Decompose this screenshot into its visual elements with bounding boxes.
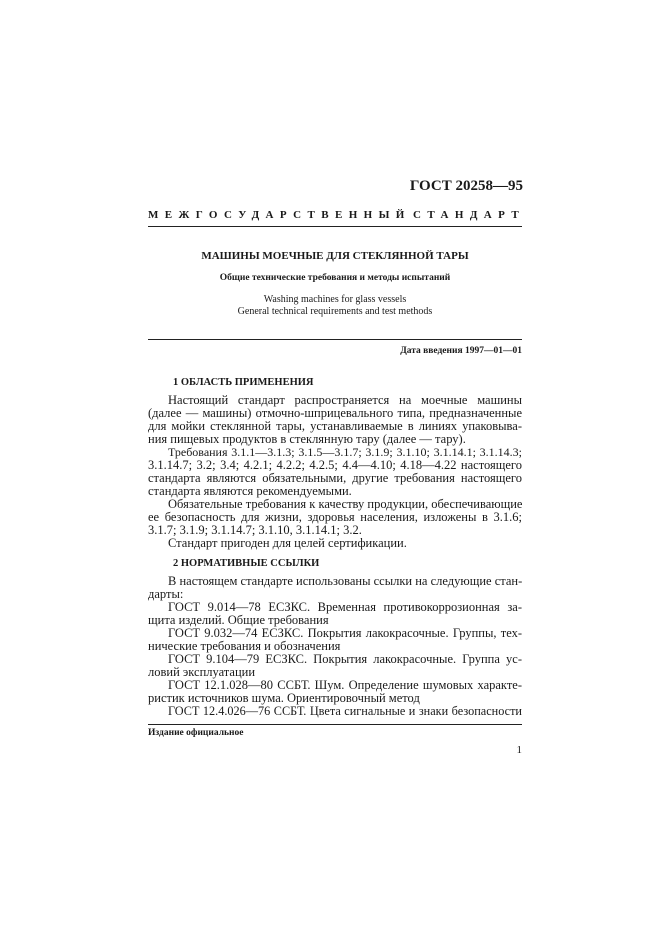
paragraph-line: нические требования и обозначения (148, 639, 341, 653)
paragraph-line: ГОСТ 9.104—79 ЕСЗКС. Покрытия лакокрасочные. Группа ус- (168, 652, 522, 666)
paragraph-line: 3.1.7; 3.1.9; 3.1.14.7; 3.1.10, 3.1.14.1; 3.2. (148, 523, 362, 537)
standard-number: ГОСТ 20258—95 (409, 178, 523, 194)
paragraph-line: ГОСТ 9.032—74 ЕСЗКС. Покрытия лакокрасочные. Группы, тех- (168, 626, 522, 640)
page-number: 1 (516, 744, 522, 756)
paragraph-line: ГОСТ 12.4.026—76 ССБТ. Цвета сигнальные и знаки безопасности (168, 704, 522, 718)
paragraph-line: дарты: (148, 587, 184, 601)
section-heading: 2 НОРМАТИВНЫЕ ССЫЛКИ (173, 558, 320, 569)
header-rule (148, 226, 522, 227)
paragraph-line: (далее — машины) отмочно-шприцевального типа, предназначенные (148, 406, 522, 420)
title-rule (148, 339, 522, 340)
paragraph-line: для мойки стеклянной тары, устанавливаемые в линиях упаковыва- (148, 419, 522, 433)
footer-rule (148, 724, 522, 725)
interstate-standard-banner (148, 209, 526, 221)
document-subtitle: Общие технические требования и методы испытаний (219, 273, 451, 283)
paragraph-line: ния пищевых продуктов в стеклянную тару (далее — тару). (148, 432, 466, 446)
english-title: Washing machines for glass vessels (263, 294, 407, 305)
interstate-word: МЕЖГОСУДАРСТВЕННЫЙ (148, 209, 411, 221)
paragraph-line: ее безопасность для жизни, здоровья населения, изложены в 3.1.6; (148, 510, 522, 524)
paragraph-line: стандарта являются обязательными, другие требования настоящего (148, 471, 522, 485)
paragraph-line: Обязательные требования к качеству продукции, обеспечивающие (168, 497, 523, 511)
paragraph-line: В настоящем стандарте использованы ссылки на следующие стан- (168, 574, 523, 588)
official-edition-label: Издание официальное (148, 728, 244, 738)
paragraph-line: Настоящий стандарт распространяется на моечные машины (168, 393, 522, 407)
paragraph-line: ловий эксплуатации (148, 665, 256, 679)
document-title: МАШИНЫ МОЕЧНЫЕ ДЛЯ СТЕКЛЯННОЙ ТАРЫ (201, 250, 469, 262)
paragraph-line: ГОСТ 9.014—78 ЕСЗКС. Временная противокоррозионная за- (168, 600, 522, 614)
paragraph-line: 3.1.14.7; 3.2; 3.4; 4.2.1; 4.2.2; 4.2.5; 4.4—4.10; 4.18—4.22 настоящего (148, 458, 522, 472)
introduction-date: Дата введения 1997—01—01 (400, 346, 522, 356)
paragraph-line: щита изделий. Общие требования (148, 613, 329, 627)
paragraph-line: стандарта являются рекомендуемыми. (148, 484, 352, 498)
paragraph-line: ристик источников шума. Ориентировочный метод (148, 691, 420, 705)
paragraph-line: Стандарт пригоден для целей сертификации. (168, 536, 407, 550)
section-heading: 1 ОБЛАСТЬ ПРИМЕНЕНИЯ (173, 377, 314, 388)
standard-word: СТАНДАРТ (413, 209, 526, 221)
paragraph-line: Требования 3.1.1—3.1.3; 3.1.5—3.1.7; 3.1.9; 3.1.10; 3.1.14.1; 3.1.14.3; (168, 445, 522, 459)
paragraph-line: ГОСТ 12.1.028—80 ССБТ. Шум. Определение шумовых характе- (168, 678, 522, 692)
english-subtitle: General technical requirements and test methods (237, 306, 433, 317)
